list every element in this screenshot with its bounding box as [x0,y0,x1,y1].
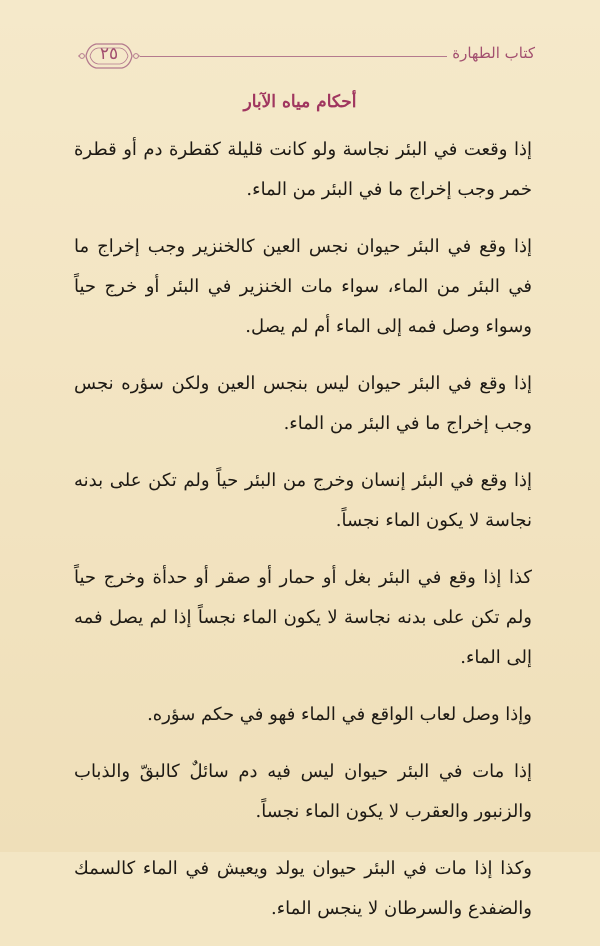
paragraph: وكذا إذا مات في البئر حيوان يولد ويعيش في الماء كالسمك والضفدع والسرطان لا ينجس الماء. [74,858,532,919]
paragraph: إذا وقعت في البئر نجاسة ولو كانت قليلة كقطرة دم أو قطرة خمر وجب إخراج ما في البئر من الماء. [74,139,532,200]
paragraph: كذا إذا وقع في البئر بغل أو حمار أو صقر أو حدأة وخرج حياً ولم تكن على بدنه نجاسة لا يكون الماء نجساً إذا لم يصل فمه إلى الماء. [74,567,532,668]
paragraph: إذا وقع في البئر إنسان وخرج من البئر حياً ولم تكن على بدنه نجاسة لا يكون الماء نجساً. [74,470,532,531]
page-number-frame [78,38,140,74]
paragraph: إذا مات في البئر حيوان ليس فيه دم سائلٌ كالبقّ والذباب والزنبور والعقرب لا يكون الماء نجساً. [74,761,532,822]
running-header [78,38,535,74]
paragraph: إذا وقع في البئر حيوان نجس العين كالخنزير وجب إخراج ما في البئر من الماء، سواء مات الخنزير في البئر أو خرج حياً وسواء وصل فمه إلى الماء أم لم يصل. [74,236,532,337]
section-title: أحكام مياه الآبار [243,92,357,112]
paragraph: إذا وقع في البئر حيوان ليس بنجس العين ولكن سؤره نجس وجب إخراج ما في البئر من الماء. [74,373,532,434]
book-title: كتاب الطهارة [452,44,535,62]
page-number: ٢٥ [99,44,119,64]
body-text [74,130,532,946]
paragraph: وإذا وصل لعاب الواقع في الماء فهو في حكم سؤره. [147,704,532,725]
header-rule [140,56,447,57]
